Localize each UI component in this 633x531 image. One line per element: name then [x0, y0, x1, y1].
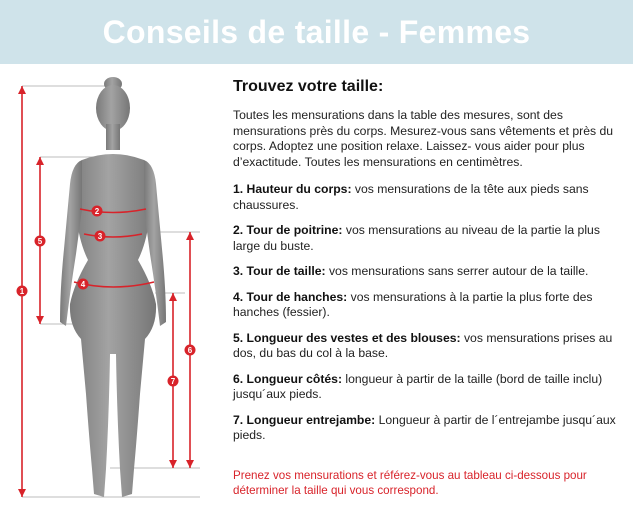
marker-6-label: 6 — [187, 346, 193, 355]
section-heading: Trouvez votre taille: — [233, 78, 384, 95]
item-term: 6. Longueur côtés: — [233, 371, 343, 386]
page-title: Conseils de taille - Femmes — [102, 13, 531, 50]
list-item — [233, 372, 629, 403]
item-text: longueur à partir de la taille (bord de taille inclu) jusqu´aux pieds. — [233, 371, 603, 401]
marker-2 — [92, 206, 103, 217]
list-item — [233, 223, 629, 254]
item-text: vos mensurations au niveau de la partie la plus large du buste. — [233, 223, 600, 253]
item-term: 1. Hauteur du corps: — [233, 182, 352, 196]
marker-7 — [168, 376, 179, 387]
item-term: 3. Tour de taille: — [233, 264, 326, 278]
marker-4-label: 4 — [80, 280, 86, 289]
marker-1-label: 1 — [19, 287, 25, 296]
item-term: 5. Longueur des vestes et des blouses: — [233, 330, 461, 345]
title-banner — [0, 0, 633, 64]
marker-3 — [95, 231, 106, 242]
marker-7-label: 7 — [170, 377, 176, 386]
body-measurement-figure — [0, 64, 230, 531]
item-text: vos mensurations prises au dos, du bas du col à la base. — [233, 330, 613, 360]
marker-4 — [78, 279, 89, 290]
item-term: 2. Tour de poitrine: — [233, 223, 343, 237]
size-note: Prenez vos mensurations et référez-vous au tableau ci-dessous pour déterminer la taille qui vous correspond. — [233, 469, 587, 497]
intro-paragraph: Toutes les mensurations dans la table des mesures, sont des mensurations près du corps. Mesurez-vous sans vêtements et près du corps. Adoptez une position relaxe. Laissez- vous aider pour plus d’exactitude. Toutes les mensurations en centimètres. — [233, 108, 614, 169]
list-item — [233, 413, 629, 444]
item-text: vos mensurations à la partie la plus forte des hanches (fessier). — [233, 289, 593, 319]
item-term: 7. Longueur entrejambe: — [233, 412, 376, 427]
item-text: vos mensurations sans serrer autour de la taille. — [325, 264, 589, 278]
list-item — [233, 331, 629, 362]
list-item — [233, 290, 629, 321]
list-item — [233, 264, 629, 280]
marker-5-label: 5 — [37, 237, 43, 246]
marker-1 — [17, 286, 28, 297]
size-guide-content — [233, 78, 629, 454]
item-term: 4. Tour de hanches: — [233, 289, 348, 304]
marker-2-label: 2 — [94, 207, 100, 216]
marker-3-label: 3 — [97, 232, 103, 241]
measurement-list — [233, 182, 629, 444]
item-text: Longueur à partir de l´entrejambe jusqu´aux pieds. — [233, 412, 616, 442]
marker-5 — [35, 236, 46, 247]
list-item — [233, 182, 629, 213]
item-text: vos mensurations de la tête aux pieds sans chaussures. — [233, 182, 589, 212]
marker-6 — [185, 345, 196, 356]
